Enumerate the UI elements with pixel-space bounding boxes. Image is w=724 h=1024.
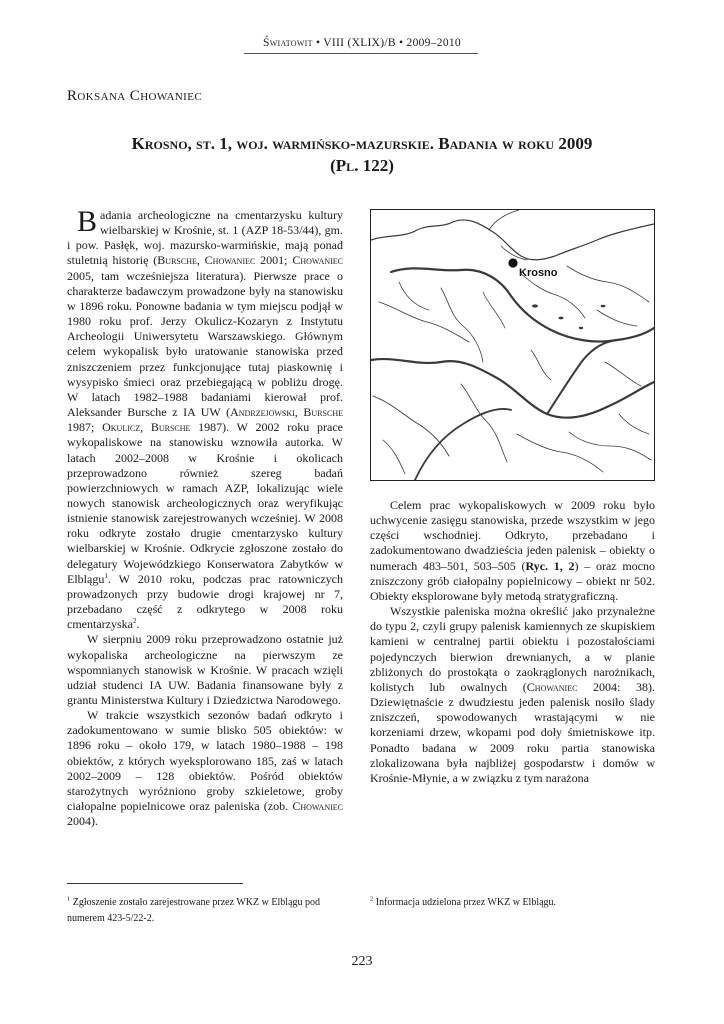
river	[373, 396, 449, 456]
river	[441, 288, 483, 362]
author-name: Roksana Chowaniec	[67, 88, 203, 104]
lagoon-shore	[501, 246, 527, 260]
header-rule	[244, 53, 478, 54]
lake	[579, 327, 583, 329]
map-label-krosno: Krosno	[519, 267, 558, 279]
paragraph-hearths: Wszystkie paleniska można określić jako przynależne do typu 2, czyli grupy palenisk kamiennych ze skupiskiem kamieni w centralnej partii obiektu i pozostałościami pojedynczych bierwion drewnianych, a w planie zbliżonych do prostokąta o zaokrąglonych narożnikach, kolistych lub owalnych (Chowaniec 2004: 38). Dziewiętnaście z dwudziestu jeden palenisk nosiło ślady zniszczeń, spowodowanych wrastającymi w nie korzeniami drzew, wkopami pod doły śmietniskowe itp. Ponadto badana w 2009 roku partia stanowiska zlokalizowana była najbliżej gospodarstw i domów w Krośnie-Młynie, a w związku z tym narażona	[370, 604, 655, 785]
citation: Bursche, Chowaniec	[157, 253, 256, 268]
running-head: Światowit • VIII (XLIX)/B • 2009–2010	[263, 37, 461, 49]
article-title	[60, 133, 664, 177]
citation: Okulicz, Bursche	[102, 420, 191, 435]
footnote-number: 1	[67, 895, 71, 903]
page-number: 223	[351, 954, 373, 969]
river	[597, 310, 637, 326]
left-column	[67, 205, 344, 829]
right-column	[370, 498, 655, 786]
river	[461, 384, 507, 462]
footnote-2: $^2$ Informacja udzielona przez WKZ w Elblągu.	[370, 895, 557, 908]
river	[569, 432, 651, 460]
paragraph-2009-season: W sierpniu 2009 roku przeprowadzono ostatnie już wykopaliska archeologiczne na pierwszym ze wspomnianych stanowisk w Krośnie. W pracach wzięli udział studenci IA UW. Badania finansowane były z grantu Ministerstwa Kultury i Dziedzictwa Narodowego.	[67, 632, 343, 707]
title-line-1: Krosno, st. 1, woj. warmińsko-mazurskie. Badania w roku 2009	[131, 134, 593, 153]
river	[531, 350, 551, 380]
paragraph-features-summary: W trakcie wszystkich sezonów badań odkryto i zadokumentowano w sumie blisko 505 obiektów: w 1896 roku – około 179, w latach 1980–1988 – 198 obiektów, z których wyeksplorowano 185, zaś w latach 2002–2009 – 128 obiektów. Pośród obiektów starożytnych wyróżniono groby szkieletowe, groby ciałopalne popielnicowe oraz paleniska (zob. Chowaniec 2004).	[67, 708, 343, 829]
lagoon-spit	[489, 210, 519, 230]
river	[619, 414, 649, 434]
citation: Chowaniec	[292, 253, 344, 268]
location-map	[370, 209, 655, 481]
river	[517, 434, 603, 472]
map-drawing	[371, 210, 654, 480]
citation: Chowaniec	[526, 679, 578, 694]
river	[383, 440, 405, 474]
footnote-1: $^1$ Zgłoszenie zostało zarejestrowane przez WKZ w Elblągu pod numerem 423-5/22-2.	[67, 895, 320, 924]
footnote-marker[interactable]: 1	[104, 571, 108, 580]
lake	[601, 305, 606, 308]
footnote-rule	[67, 883, 243, 884]
border-line	[371, 359, 654, 418]
river	[605, 362, 641, 386]
lake	[558, 317, 563, 320]
citation: Chowaniec	[292, 799, 343, 814]
figure-reference[interactable]: Ryc. 1, 2	[525, 558, 575, 573]
river	[399, 282, 429, 310]
citation: Andrzejowski, Bursche	[230, 405, 343, 420]
title-line-2: (Pl. 122)	[330, 156, 394, 175]
drop-cap: B	[77, 205, 98, 238]
river	[567, 266, 649, 302]
border-line	[391, 268, 654, 341]
paragraph-aims-2009: Celem prac wykopaliskowych w 2009 roku było uchwycenie zasięgu stanowiska, przede wszystkim w jego części wschodniej. Odkryto, przebadano i zadokumentowano dwadzieścia jeden palenisk – obiekty o numerach 483–501, 503–505 (Ryc. 1, 2) – oraz mocno zniszczony grób ciałopalny popielnicowy – obiekt nr 502. Obiekty eksplorowane były metodą stratygraficzną.	[370, 498, 655, 603]
footnote-number: 2	[370, 895, 374, 903]
site-marker	[508, 258, 517, 267]
border-line	[547, 340, 617, 414]
border-line	[415, 409, 511, 480]
coastline	[371, 220, 654, 260]
river	[483, 292, 505, 328]
footnote-marker[interactable]: 2	[132, 617, 137, 626]
paragraph-intro: Badania archeologiczne na cmentarzysku kultury wielbarskiej w Krośnie, st. 1 (AZP 18-53/44), gm. i pow. Pasłęk, woj. mazursko-warmińskie, mają ponad stuletnią historię (Bursche, Chowaniec 2001; Chowaniec 2005, tam wcześniejsza literatura). Pierwsze prace o charakterze badawczym prowadzone były na stanowisku w 1896 roku. Ponowne badania w tym miejscu podjął w 1980 roku prof. Jerzy Okulicz-Kozaryn z Instytutu Archeologii Uniwersytetu Warszawskiego. Głównym celem wykopalisk było uratowanie stanowiska przed zniszczeniem przez funkcjonujące tutaj piaskownię i wysypisko śmieci oraz przebiegającą w pobliżu drogę. W latach 1982–1988 badaniami kierował prof. Aleksander Bursche z IA UW (Andrzejowski, Bursche 1987; Okulicz, Bursche 1987). W 2002 roku prace wykopaliskowe na stanowisku wznowiła autorka. W latach 2002–2008 w Krośnie i okolicach przeprowadzono również szereg badań powierzchniowych w ramach AZP, lokalizując wiele nowych stanowisk archeologicznych oraz weryfikując istnienie stanowisk zarejestrowanych wcześniej. W 2008 roku odkryte zostało drugie cmentarzysko kultury wielbarskiej w Krośnie. Odkrycie zgłoszone zostało do delegatury Wojewódzkiego Konserwatora Zabytków w Elblągu$^1$. W 2010 roku, podczas prac ratowniczych prowadzonych przy budowie drogi krajowej nr 7, przebadano część z odkrytego w 2008 roku cmentarzyska$^2$.	[67, 205, 344, 632]
lake	[532, 304, 538, 307]
river	[521, 274, 585, 318]
